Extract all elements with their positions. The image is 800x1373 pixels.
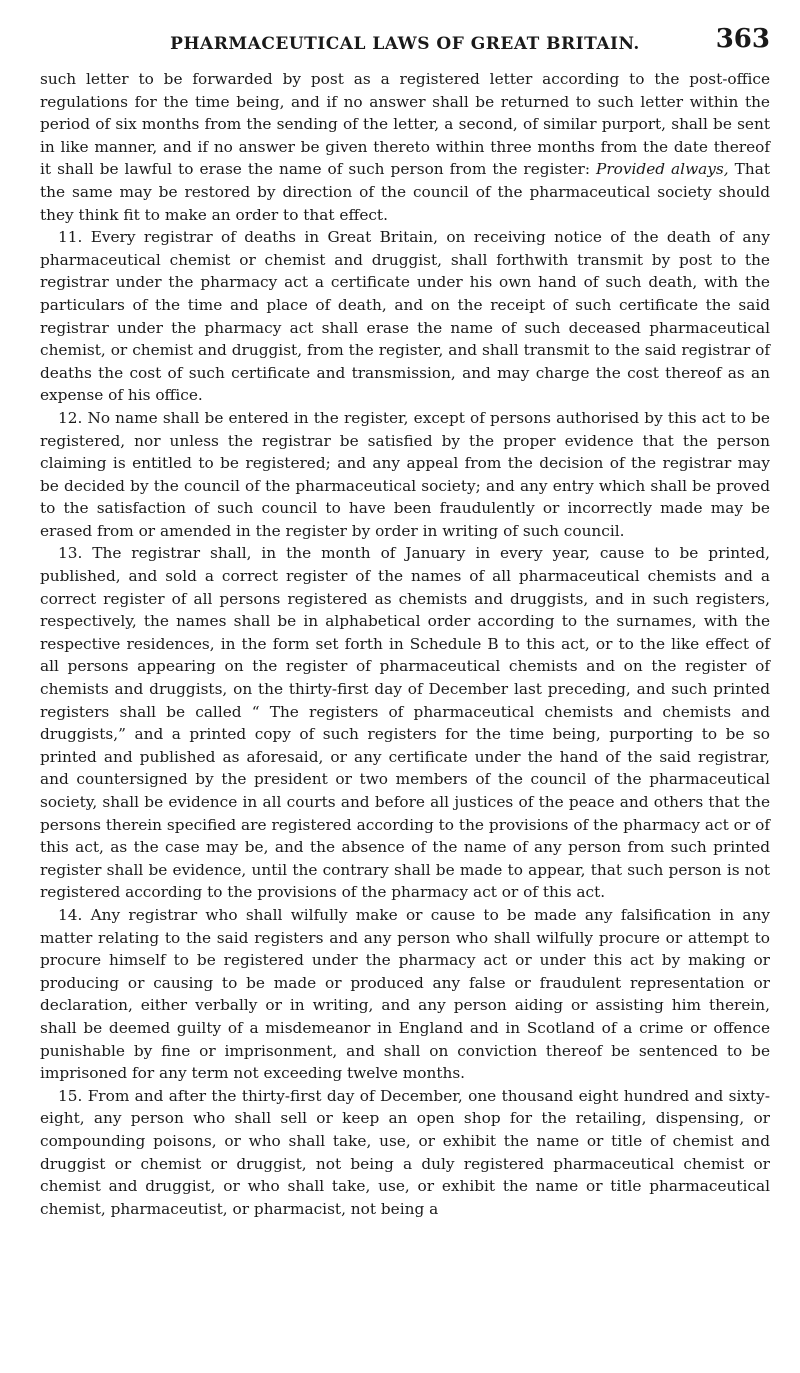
section-number: 11. <box>58 228 83 247</box>
continued-text-end: That the same may be restored by direction of the council of the pharmaceutical society should they think fit to make an order to that effect. <box>40 160 770 224</box>
section-text: The registrar shall, in the month of January in every year, cause to be printed, published, and sold a correct register of the names of all pharmaceutical chemists and a correct register of all persons registered as chemists and druggists, and in such registers, respectively, the names shall be in alphabetical order according to the surnames, with the respective residences, in the form set forth in Schedule B to this act, or to the like effect of all persons appearing on the register of pharmaceutical chemists and on the register of chemists and druggists, on the thirty-first day of December last preceding, and such printed registers shall be called “ The registers of pharmaceutical chemists and chemists and druggists,” and a printed copy of such registers for the time being, purporting to be so printed and published as aforesaid, or any certificate under the hand of the said registrar, and countersigned by the president or two members of the council of the pharmaceutical society, shall be evidence in all courts and before all justices of the peace and others that the persons therein specified are registered according to the provisions of the pharmacy act or of this act, as the case may be, and the absence of the name of any person from such printed register shall be evidence, until the contrary shall be made to appear, that such person is not registered according to the provisions of the pharmacy act or of this act. <box>40 544 770 902</box>
section-text: From and after the thirty-first day of December, one thousand eight hundred and sixty-eight, any person who shall sell or keep an open shop for the retailing, dispensing, or compounding poisons, or who shall take, use, or exhibit the name or title of chemist and druggist or chemist or druggist, not being a duly registered pharmaceutical chemist or chemist and druggist, or who shall take, use, or exhibit the name or title pharmaceutical chemist, pharmaceutist, or pharmacist, not being a <box>40 1086 770 1218</box>
section-text: Every registrar of deaths in Great Britain, on receiving notice of the death of any pharmaceutical chemist or chemist and druggist, shall forthwith transmit by post to the registrar under the pharmacy act a certificate under his own hand of such death, with the particulars of the time and place of death, and on the receipt of such certificate the said registrar under the pharmacy act shall erase the name of such deceased pharmaceutical chemist, or chemist and druggist, from the register, and shall transmit to the said registrar of deaths the cost of such certificate and transmission, and may charge the cost thereof as an expense of his office. <box>40 228 770 405</box>
section-number: 13. <box>58 544 83 563</box>
section-number: 12. <box>58 408 83 427</box>
section-14 <box>40 904 770 1085</box>
section-text: No name shall be entered in the register, except of persons authorised by this act to be registered, nor unless the registrar be satisfied by the proper evidence that the person claiming is entitled to be registered; and any appeal from the decision of the registrar may be decided by the council of the pharmaceutical society; and any entry which shall be proved to the satisfaction of such council to have been fraudulently or incorrectly made may be erased from or amended in the register by order in writing of such council. <box>40 408 770 540</box>
running-head <box>40 24 770 62</box>
section-number: 15. <box>58 1086 83 1105</box>
proviso-phrase: Provided always, <box>596 160 729 179</box>
page-header-title: PHARMACEUTICAL LAWS OF GREAT BRITAIN. <box>170 34 640 54</box>
section-number: 14. <box>58 905 83 924</box>
page-number: 363 <box>715 24 770 54</box>
section-13 <box>40 542 770 904</box>
section-12 <box>40 407 770 543</box>
continued-text: such letter to be forwarded by post as a registered letter according to the post-office regulations for the time being, and if no answer shall be returned to such letter within the period of six months from the sending of the letter, a second, of similar purport, shall be sent in like manner, and if no answer be given thereto within three months from the date thereof it shall be lawful to erase the name of such person from the register: <box>40 70 770 179</box>
section-15 <box>40 1085 770 1221</box>
continued-paragraph <box>40 68 770 226</box>
section-11 <box>40 226 770 407</box>
section-text: Any registrar who shall wilfully make or cause to be made any falsification in any matter relating to the said registers and any person who shall wilfully procure or attempt to procure himself to be registered under the pharmacy act or under this act by making or producing or causing to be made or produced any false or fraudulent representation or declaration, either verbally or in writing, and any person aiding or assisting him therein, shall be deemed guilty of a misdemeanor in England and in Scotland of a crime or offence punishable by fine or imprisonment, and shall on conviction thereof be sentenced to be imprisoned for any term not exceeding twelve months. <box>40 905 770 1083</box>
document-page <box>40 24 770 1220</box>
body-text <box>40 68 770 1220</box>
